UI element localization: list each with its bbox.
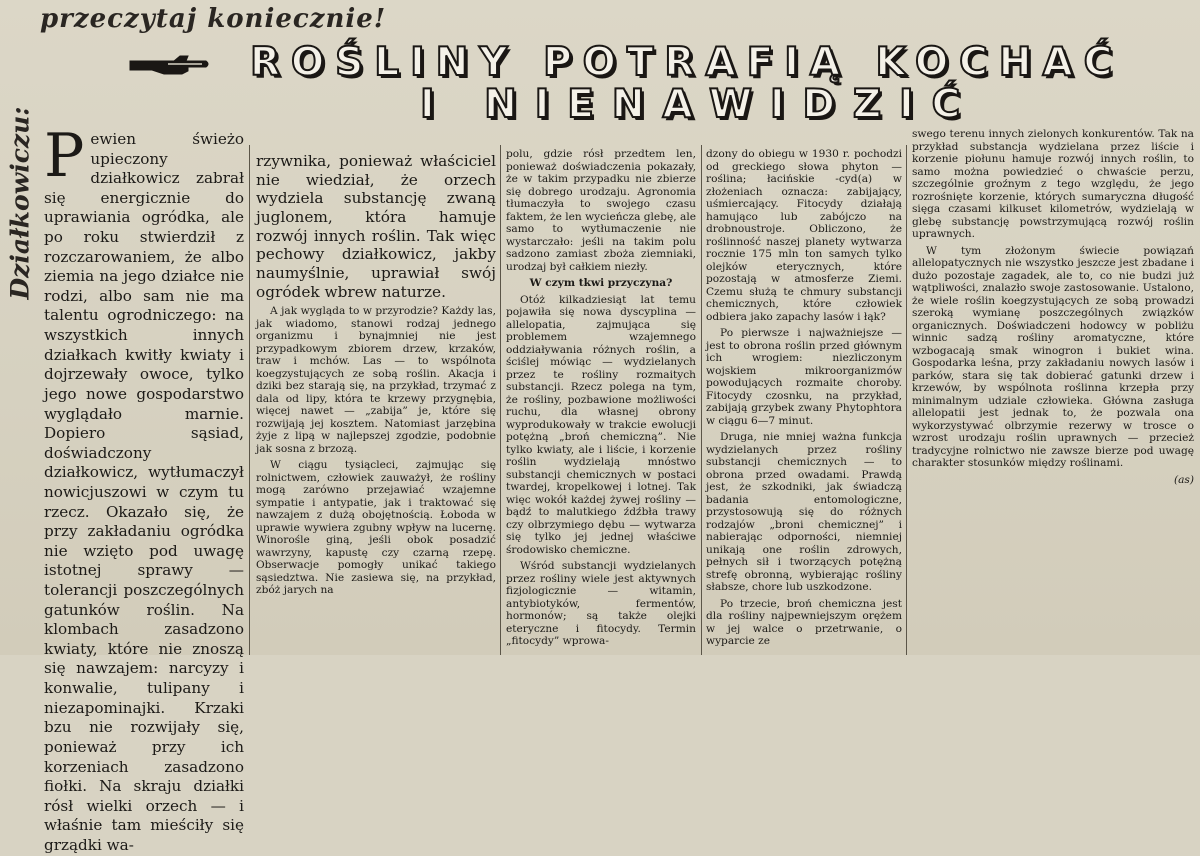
article-column-2 bbox=[256, 152, 496, 807]
paragraph: Po pierwsze i najważniejsze — jest to obrona roślin przed głównym ich wrogiem: niezliczonym wojskiem mikroorganizmów powodujących rozmaite choroby. Fitocydy czosnku, na przykład, zabijają grzybek zwany Phytophtora w ciągu 6—7 minut. bbox=[706, 327, 902, 427]
column-rule bbox=[906, 145, 907, 655]
headline-line-1: ROŚLINY POTRAFIĄ KOCHAĆ bbox=[250, 40, 1124, 85]
paragraph: dzony do obiegu w 1930 r. pochodzi od greckiego słowa phyton — roślina; łacińskie -cyd(a) w złożeniach oznacza: zabijający, uśmiercający. Fitocydy działają hamująco lub zabójczo na drobnoustroje. Obliczono, że roślinność naszej planety wytwarza rocznie 175 mln ton samych tylko olejków eterycznych, które pozostają w atmosferze Ziemi. Czemu służą te chmury substancji chemicznych, które człowiek odbiera jako zapachy lasów i łąk? bbox=[706, 148, 902, 323]
paragraph bbox=[44, 121, 244, 856]
paragraph: polu, gdzie rósł przedtem len, ponieważ doświadczenia pokazały, że w takim przypadku nie zbierze się dobrego urodzaju. Agronomia tłumaczyła to swojego czasu faktem, że len wycieńcza glebę, ale samo to wytłumaczenie nie wystarczało: jeśli na takim polu sadzono zamiast zboża ziemniaki, urodzaj był całkiem niezły. bbox=[506, 148, 696, 273]
paragraph: W tym złożonym świecie powiązań allelopatycznych nie wszystko jeszcze jest zbadane i dużo pozostaje zagadek, ale to, co nie budzi już wątpliwości, znalazło swoje zastosowanie. Ustalono, że wiele roślin koegzystujących ze sobą prowadzi szeroką wymianę poszczególnych związków organicznych. Doświadczeni hodowcy w pobliżu winnic sadzą rośliny aromatyczne, które wzbogacają smak winogron i bukiet wina. Gospodarka leśna, przy zakładaniu nowych lasów i parków, stara się tak dobierać gatunki drzew i krzewów, by wspólnota roślinna krzepła przy minimalnym udziale człowieka. Główna zasługa allelopatii jest jednak to, że pozwala ona wykorzystywać olbrzymie rezerwy w trosce o wzrost urodzaju roślin uprawnych — przecież tradycyjne rolnictwo nie zawsze bierze pod uwagę charakter stosunków między roślinami. bbox=[912, 244, 1194, 469]
article-column-5 bbox=[912, 128, 1194, 783]
article-column-3 bbox=[506, 148, 696, 803]
headline-line-2: I NIENAWIDZIĆ bbox=[420, 82, 979, 127]
column-rule bbox=[500, 145, 501, 655]
paragraph: Wśród substancji wydzielanych przez rośliny wiele jest aktywnych fizjologicznie — witamin, antybiotyków, fermentów, hormonów; są także olejki eteryczne i fitocydy. Termin „fitocydy” wprowa- bbox=[506, 560, 696, 647]
article-column-1 bbox=[44, 121, 244, 854]
section-label-text: Działkowiczu: bbox=[5, 106, 35, 300]
paragraph: A jak wygląda to w przyrodzie? Każdy las, jak wiadomo, stanowi rodzaj jednego organizmu i bynajmniej nie jest przypadkowym zbiorem drzew, krzaków, traw i mchów. Las — to wspólnota koegzystujących ze sobą roślin. Akacja i dziki bez starają się, na przykład, trzymać z dala od lipy, która te krzewy przygnębia, więcej nawet — „zabija” je, które się rozwijają jej kosztem. Natomiast jarzębina żyje z lipą w najlepszej zgodzie, podobnie jak sosna z brzozą. bbox=[256, 305, 496, 455]
paragraph: Otóż kilkadziesiąt lat temu pojawiła się nowa dyscyplina — allelopatia, zajmująca się problemem wzajemnego oddziaływania różnych roślin, a ściślej mówiąc — wydzielanych przez te rośliny rozmaitych substancji. Rzecz polega na tym, że rośliny, pozbawione możliwości ruchu, dla własnej obrony wyprodukowały w trakcie ewolucji potężną „broń chemiczną”. Nie tylko kwiaty, ale i liście, i korzenie roślin wydzielają mnóstwo substancji chemicznych w postaci twardej, kropelkowej i lotnej. Tak więc wokół każdej żywej rośliny — bądź to malutkiego źdźbła trawy czy olbrzymiego dębu — wytwarza się tylko jej jednej właściwe środowisko chemiczne. bbox=[506, 293, 696, 556]
column-rule bbox=[701, 145, 702, 655]
paragraph: Druga, nie mniej ważna funkcja wydzielanych przez rośliny substancji chemicznych — to obrona przed owadami. Prawdą jest, że szkodniki, jak świadczą badania entomologiczne, przystosowują się do różnych rodzajów „broni chemicznej” i nabierając odporności, niemniej unikają one roślin zdrowych, pełnych sił i tworzących potężną strefę obronną, wybierając rośliny słabsze, chore lub uszkodzone. bbox=[706, 431, 902, 593]
drop-cap: P bbox=[44, 121, 85, 191]
column-rule bbox=[249, 145, 250, 655]
pointing-hand-icon bbox=[128, 52, 210, 78]
paragraph: W ciągu tysiącleci, zajmując się rolnictwem, człowiek zauważył, że rośliny mogą zarówno przejawiać wzajemne sympatie i antypatie, jak i traktować się nawzajem z dużą obojętnością. Łoboda w uprawie wywiera zgubny wpływ na lucernę. Winorośle giną, jeśli obok posadzić wawrzyny, kapustę czy czarną rzepę. Obserwacje pomogły unikać takiego sąsiedztwa. Nie zasiewa się, na przykład, zbóż jarych na bbox=[256, 459, 496, 597]
paragraph: Po trzecie, broń chemiczna jest dla rośliny najpewniejszym orężem w jej walce o przetrwanie, o wyparcie ze bbox=[706, 597, 902, 647]
author-signature: (as) bbox=[1173, 473, 1194, 486]
paragraph: rzywnika, ponieważ właściciel nie wiedział, że orzech wydziela substancję zwaną juglonem, która hamuje rozwój innych roślin. Tak więc pechowy działkowicz, jakby naumyślnie, uprawiał swój ogródek wbrew naturze. bbox=[256, 152, 496, 301]
kicker-heading: przeczytaj koniecznie! bbox=[40, 4, 387, 34]
section-label-vertical bbox=[0, 72, 48, 334]
paragraph: swego terenu innych zielonych konkurentów. Tak na przykład substancja wydzielana przez liście i korzenie piołunu hamuje rozwój innych roślin, to samo można powiedzieć o chwaście perzu, szczególnie groźnym z tego względu, że jego rozrośnięte korzenie, których sumaryczna długość sięga czasami kilkuset kilometrów, wydzielają w glebę substancję powstrzymującą rozwój roślin uprawnych. bbox=[912, 128, 1194, 240]
subheading: W czym tkwi przyczyna? bbox=[529, 277, 673, 289]
article-column-4 bbox=[706, 148, 902, 803]
paragraph-text: ewien świeżo upieczony działkowicz zabrał się energicznie do uprawiania ogródka, ale po roku stwierdził z rozczarowaniem, że albo ziemia na jego działce nie rodzi, albo sam nie ma talentu ogrodniczego: na wszystkich innych działkach kwitły kwiaty i dojrzewały owoce, tylko jego nowe gospodarstwo wyglądało marnie. Dopiero sąsiad, doświadczony działkowicz, wytłumaczył nowicjuszowi w czym tu rzecz. Okazało się, że przy zakładaniu ogródka nie wzięto pod uwagę istotnej sprawy — tolerancji poszczególnych gatunków roślin. Na klombach zasadzono kwiaty, które nie znoszą się nawzajem: narcyzy i konwalie, tulipany i niezapominajki. Krzaki bzu nie rozwijały się, ponieważ przy ich korzeniach zasadzono fiołki. Na skraju działki rósł wielki orzech — i właśnie tam mieściły się grządki wa- bbox=[44, 130, 244, 854]
